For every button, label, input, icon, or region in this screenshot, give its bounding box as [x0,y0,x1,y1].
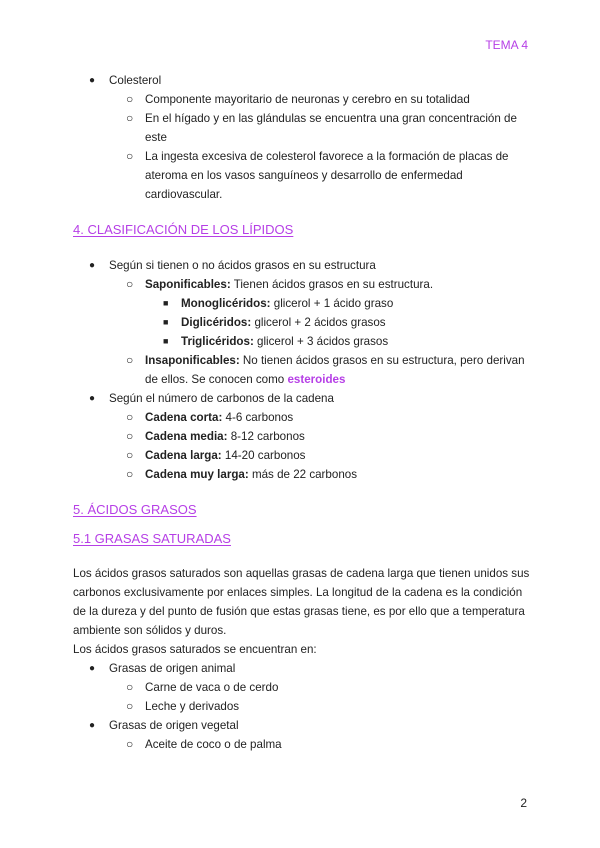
clasificacion-list [73,256,533,484]
section-heading[interactable]: 5. ÁCIDOS GRASOS [73,502,197,517]
header-topic: TEMA 4 [485,38,528,52]
list-item-text: Según si tienen o no ácidos grasos en su estructura [109,259,376,272]
square-bullet-icon: ■ [163,298,169,308]
circle-bullet-icon: ○ [126,448,134,462]
list-item [109,408,533,427]
term-text: 4-6 carbonos [222,411,294,424]
term-text: glicerol + 1 ácido graso [270,297,394,310]
list-item [109,678,533,697]
page-number: 2 [520,796,527,810]
bullet-icon: ● [89,720,96,731]
list-item [73,659,533,716]
list-item [109,351,533,389]
bullet-icon: ● [89,393,96,404]
circle-bullet-icon: ○ [126,699,134,713]
circle-bullet-icon: ○ [126,277,134,291]
term-label: Cadena corta: [145,411,223,424]
list-item-text: Aceite de coco o de palma [145,738,282,751]
term-label: Triglicéridos: [181,335,254,348]
circle-bullet-icon: ○ [126,149,134,163]
circle-bullet-icon: ○ [126,111,134,125]
circle-bullet-icon: ○ [126,467,134,481]
list-item [109,735,533,754]
list-item [73,389,533,484]
page-content [73,71,533,754]
bullet-icon: ● [89,260,96,271]
list-item [109,697,533,716]
list-item [145,332,533,351]
list-item [73,256,533,389]
list-item-text: Leche y derivados [145,700,240,713]
list-item [109,109,533,147]
list-item-text: Carne de vaca o de cerdo [145,681,279,694]
list-item [109,90,533,109]
term-label: Insaponificables: [145,354,240,367]
square-bullet-icon: ■ [163,336,169,346]
paragraph: Los ácidos grasos saturados son aquellas grasas de cadena larga que tienen unidos sus carbonos exclusivamente por enlaces simples. La longitud de la cadena es la condición de la dureza y del punto de fusión que estas grasas tiene, es por ello que a temperatura ambiente son sólidos y duros. [73,567,530,637]
list-item [145,294,533,313]
list-item [73,716,533,754]
subsection-heading[interactable]: 5.1 GRASAS SATURADAS [73,531,231,546]
paragraph-intro: Los ácidos grasos saturados se encuentran en: [73,643,317,656]
highlight-term: esteroides [287,373,346,386]
term-text: Tienen ácidos grasos en su estructura. [230,278,434,291]
circle-bullet-icon: ○ [126,680,134,694]
origen-list [73,659,533,754]
list-item-text: La ingesta excesiva de colesterol favorece a la formación de placas de ateroma en los vasos sanguíneos y desarrollo de enfermedad cardiovascular. [145,150,509,201]
term-text: 8-12 carbonos [227,430,305,443]
colesterol-list [73,71,533,204]
list-item [109,465,533,484]
term-text: No tienen ácidos grasos en su estructura, pero derivan de ellos. Se conocen como [145,354,525,386]
list-item [109,446,533,465]
list-item-text: Componente mayoritario de neuronas y cerebro en su totalidad [145,93,470,106]
list-item-text: Grasas de origen animal [109,662,236,675]
term-text: más de 22 carbonos [248,468,358,481]
list-item-text: En el hígado y en las glándulas se encuentra una gran concentración de este [145,112,517,144]
circle-bullet-icon: ○ [126,92,134,106]
circle-bullet-icon: ○ [126,429,134,443]
term-label: Saponificables: [145,278,231,291]
bullet-icon: ● [89,663,96,674]
circle-bullet-icon: ○ [126,353,134,367]
circle-bullet-icon: ○ [126,410,134,424]
term-text: 14-20 carbonos [221,449,306,462]
list-item [109,147,533,204]
section-heading[interactable]: 4. CLASIFICACIÓN DE LOS LÍPIDOS [73,222,294,237]
square-bullet-icon: ■ [163,317,169,327]
list-item [73,71,533,204]
term-label: Cadena media: [145,430,228,443]
list-item [145,313,533,332]
list-item [109,427,533,446]
list-item [109,275,533,351]
term-text: glicerol + 3 ácidos grasos [253,335,389,348]
term-label: Cadena larga: [145,449,222,462]
list-item-text: Grasas de origen vegetal [109,719,239,732]
circle-bullet-icon: ○ [126,737,134,751]
list-item-text: Colesterol [109,74,162,87]
list-item-text: Según el número de carbonos de la cadena [109,392,334,405]
term-label: Diglicéridos: [181,316,252,329]
term-text: glicerol + 2 ácidos grasos [251,316,386,329]
term-label: Monoglicéridos: [181,297,271,310]
bullet-icon: ● [89,75,96,86]
term-label: Cadena muy larga: [145,468,249,481]
